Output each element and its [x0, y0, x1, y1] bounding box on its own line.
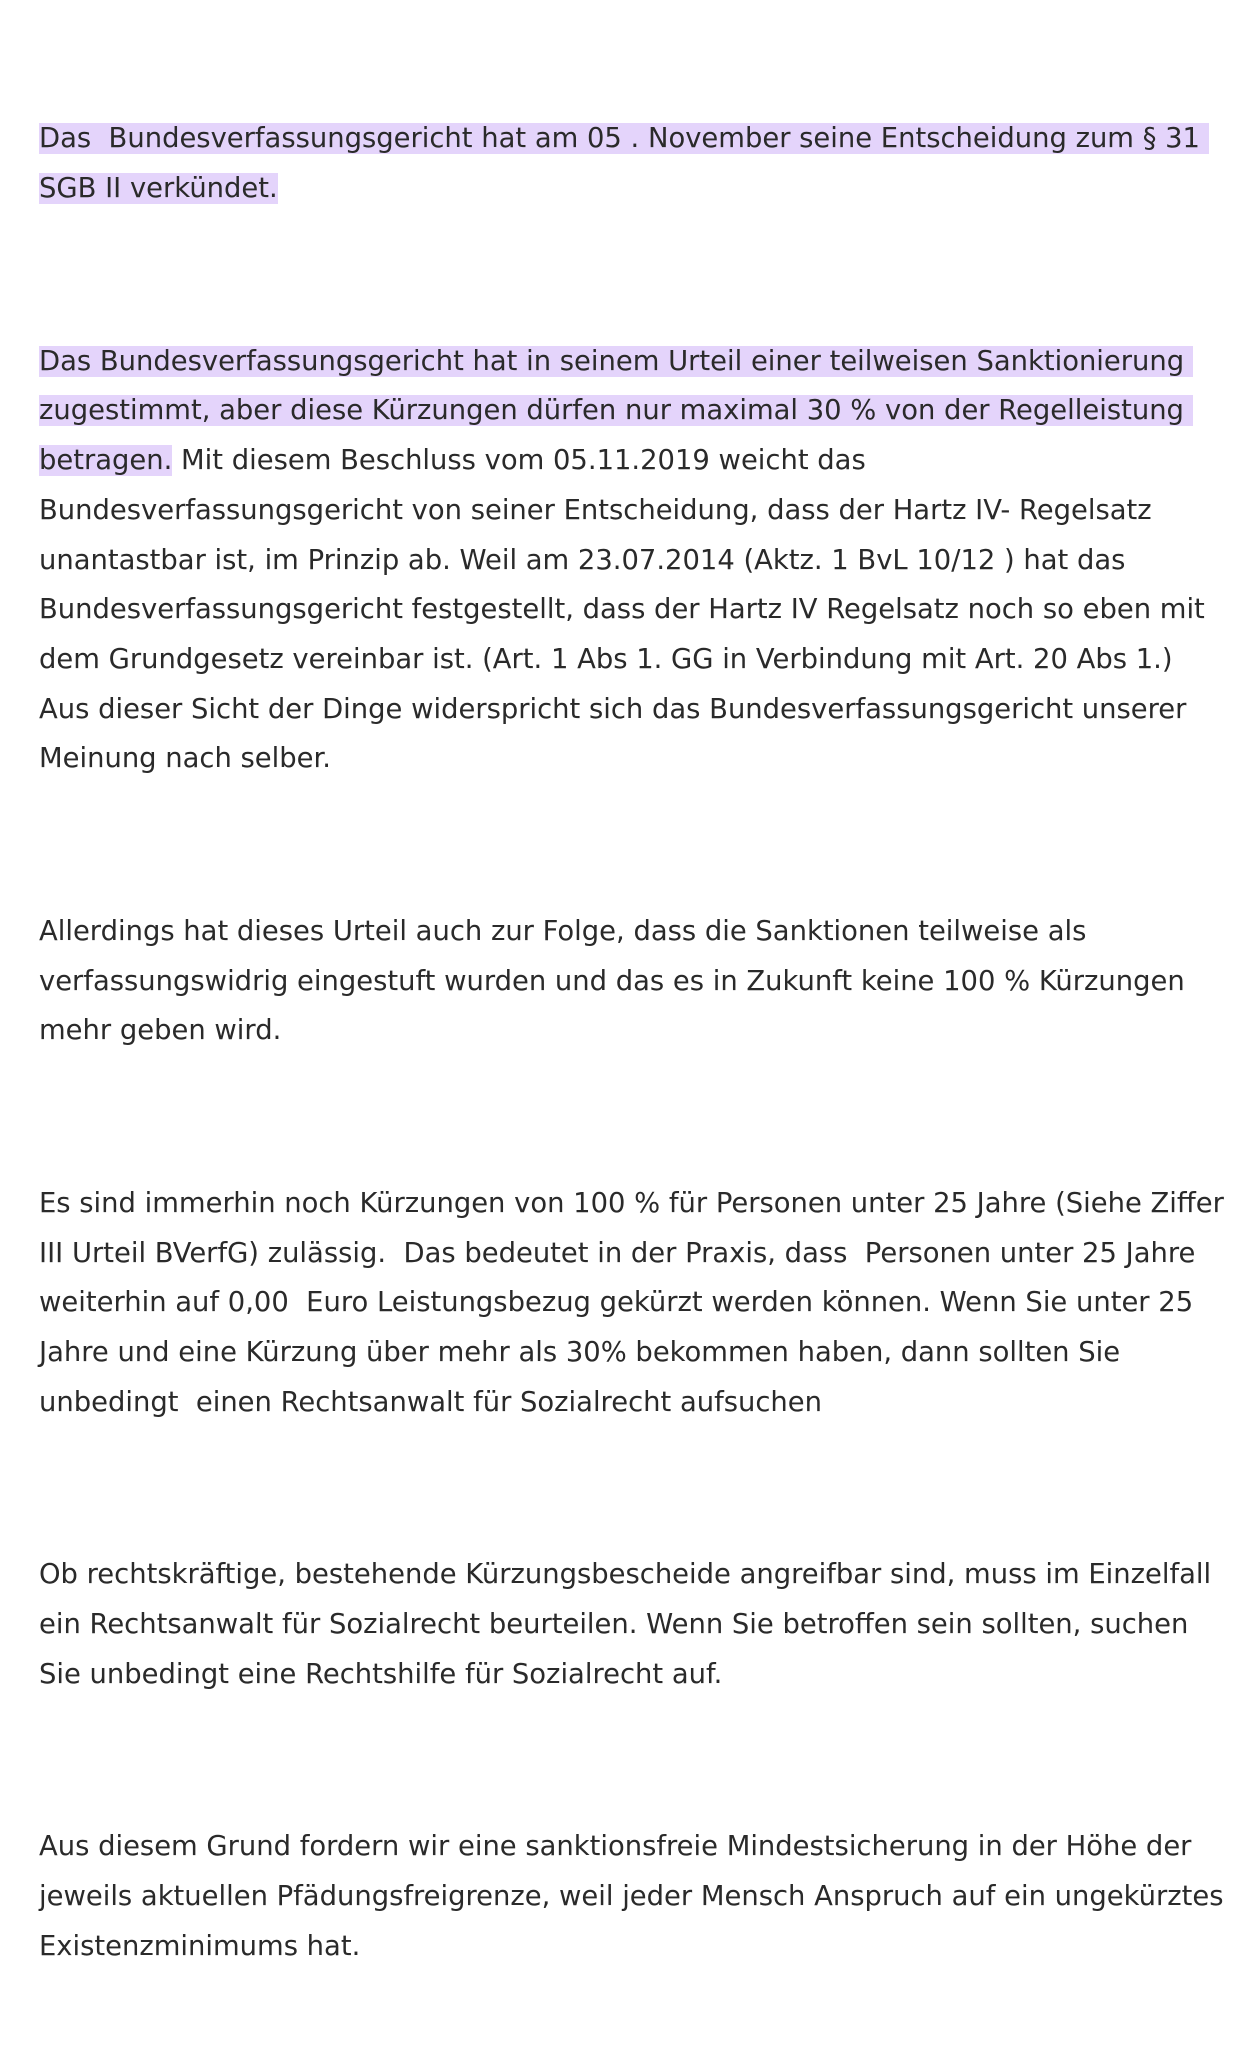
paragraph-consequences: Allerdings hat dieses Urteil auch zur Folge, dass die Sanktionen teilweise als verfassungswidrig eingestuft wurden und das es in Zukunft keine 100 % Kürzungen mehr geben wird.: [39, 915, 1194, 1047]
paragraph-ruling: [39, 337, 1227, 784]
paragraph-under-25: Es sind immerhin noch Kürzungen von 100 % für Personen unter 25 Jahre (Siehe Ziffer III Urteil BVerfG) zulässig. Das bedeutet in der Praxis, dass Personen unter 25 Jahre weiterhin auf 0,00 Euro Leistungsbezug gekürzt werden können. Wenn Sie unter 25 Jahre und eine Kürzung über mehr als 30% bekommen haben, dann sollten Sie unbedingt einen Rechtsanwalt für Sozialrecht aufsuchen: [39, 1187, 1233, 1418]
paragraph-text: Mit diesem Beschluss vom 05.11.2019 weicht das Bundesverfassungsgericht von seiner Entscheidung, dass der Hartz IV- Regelsatz unantastbar ist, im Prinzip ab. Weil am 23.07.2014 (Aktz. 1 BvL 10/12 ) hat das Bundesverfassungsgericht festgestellt, dass der Hartz IV Regelsatz noch so eben mit dem Grundgesetz vereinbar ist. (Art. 1 Abs 1. GG in Verbindung mit Art. 20 Abs 1.) Aus dieser Sicht der Dinge widerspricht sich das Bundesverfassungsgericht unserer Meinung nach selber.: [39, 445, 1214, 775]
highlighted-text[interactable]: Das Bundesverfassungsgericht hat in seinem Urteil einer teilweisen Sanktionierung zugestimmt, aber diese Kürzungen dürfen nur maximal 30 % von der Regelleistung betragen.: [39, 345, 1193, 477]
paragraph-announcement: [39, 114, 1227, 213]
paragraph-demand: Aus diesem Grund fordern wir eine sanktionsfreie Mindestsicherung in der Höhe der jeweils aktuellen Pfädungsfreigrenze, weil jeder Mensch Anspruch auf ein ungekürztes Existenzminimums hat.: [39, 1831, 1233, 1962]
paragraph-legal-advice: Ob rechtskräftige, bestehende Kürzungsbescheide angreifbar sind, muss im Einzelfall ein Rechtsanwalt für Sozialrecht beurteilen. Wenn Sie betroffen sein sollten, suchen Sie unbedingt eine Rechtshilfe für Sozialrecht auf.: [39, 1559, 1220, 1690]
highlighted-text[interactable]: Das Bundesverfassungsgericht hat am 05 . November seine Entscheidung zum § 31 SGB II verkündet.: [39, 123, 1209, 205]
